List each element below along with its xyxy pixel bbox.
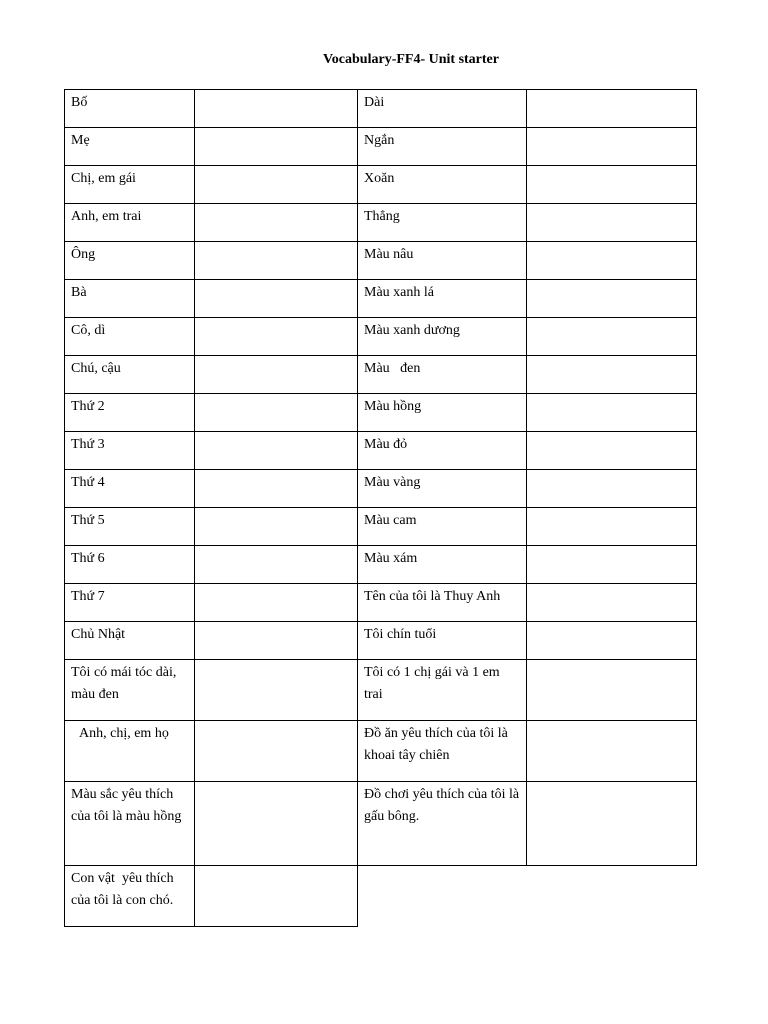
vietnamese-word: Chủ Nhật	[65, 622, 195, 660]
answer-cell[interactable]	[195, 584, 358, 622]
answer-cell[interactable]	[527, 432, 697, 470]
table-row	[65, 318, 697, 356]
vietnamese-word: Thứ 2	[65, 394, 195, 432]
answer-cell[interactable]	[527, 204, 697, 242]
vietnamese-phrase: Con vật yêu thích của tôi là con chó.	[65, 866, 195, 927]
table-row	[65, 782, 697, 866]
vietnamese-phrase: Màu sắc yêu thích của tôi là màu hồng	[65, 782, 195, 866]
answer-cell[interactable]	[195, 90, 358, 128]
answer-cell[interactable]	[195, 280, 358, 318]
answer-cell[interactable]	[527, 356, 697, 394]
answer-cell[interactable]	[195, 622, 358, 660]
vietnamese-word: Màu vàng	[358, 470, 527, 508]
answer-cell[interactable]	[195, 721, 358, 782]
answer-cell[interactable]	[527, 721, 697, 782]
answer-cell[interactable]	[195, 782, 358, 866]
vietnamese-word: Thứ 3	[65, 432, 195, 470]
table-row	[65, 660, 697, 721]
answer-cell[interactable]	[527, 394, 697, 432]
vietnamese-word: Thứ 6	[65, 546, 195, 584]
answer-cell[interactable]	[195, 242, 358, 280]
table-row	[65, 470, 697, 508]
vietnamese-phrase: Đồ ăn yêu thích của tôi là khoai tây chiên	[358, 721, 527, 782]
answer-cell[interactable]	[195, 508, 358, 546]
answer-cell[interactable]	[195, 166, 358, 204]
vietnamese-word: Mẹ	[65, 128, 195, 166]
vietnamese-phrase: Tôi có mái tóc dài, màu đen	[65, 660, 195, 721]
answer-cell[interactable]	[195, 394, 358, 432]
vietnamese-word: Xoăn	[358, 166, 527, 204]
vietnamese-word: Màu hồng	[358, 394, 527, 432]
vietnamese-word: Cô, dì	[65, 318, 195, 356]
vietnamese-word: Màu xanh lá	[358, 280, 527, 318]
answer-cell[interactable]	[195, 660, 358, 721]
vietnamese-word: Anh, em trai	[65, 204, 195, 242]
vietnamese-word: Màu cam	[358, 508, 527, 546]
answer-cell[interactable]	[195, 866, 358, 927]
table-row	[65, 280, 697, 318]
vietnamese-word: Chị, em gái	[65, 166, 195, 204]
vietnamese-word: Ông	[65, 242, 195, 280]
table-row	[65, 204, 697, 242]
vietnamese-word: Màu xám	[358, 546, 527, 584]
table-row	[65, 546, 697, 584]
empty-cell	[527, 866, 697, 927]
vietnamese-word: Thứ 5	[65, 508, 195, 546]
table-row	[65, 432, 697, 470]
answer-cell[interactable]	[527, 508, 697, 546]
answer-cell[interactable]	[195, 318, 358, 356]
vietnamese-word: Tôi chín tuổi	[358, 622, 527, 660]
vietnamese-word: Bà	[65, 280, 195, 318]
answer-cell[interactable]	[527, 782, 697, 866]
vocabulary-table	[64, 89, 697, 927]
empty-cell	[358, 866, 527, 927]
vietnamese-word: Màu đen	[358, 356, 527, 394]
answer-cell[interactable]	[195, 128, 358, 166]
table-row	[65, 90, 697, 128]
vietnamese-word: Thẳng	[358, 204, 527, 242]
vietnamese-word: Ngắn	[358, 128, 527, 166]
vietnamese-word: Tên của tôi là Thuy Anh	[358, 584, 527, 622]
table-row	[65, 128, 697, 166]
table-row	[65, 584, 697, 622]
answer-cell[interactable]	[527, 660, 697, 721]
table-row	[65, 508, 697, 546]
table-row	[65, 242, 697, 280]
vietnamese-word: Dài	[358, 90, 527, 128]
answer-cell[interactable]	[527, 128, 697, 166]
vietnamese-word: Màu nâu	[358, 242, 527, 280]
table-row	[65, 721, 697, 782]
answer-cell[interactable]	[527, 470, 697, 508]
vietnamese-word: Màu xanh dương	[358, 318, 527, 356]
vietnamese-phrase: Tôi có 1 chị gái và 1 em trai	[358, 660, 527, 721]
vietnamese-word: Thứ 4	[65, 470, 195, 508]
vietnamese-word: Bố	[65, 90, 195, 128]
answer-cell[interactable]	[527, 546, 697, 584]
answer-cell[interactable]	[527, 166, 697, 204]
answer-cell[interactable]	[527, 622, 697, 660]
answer-cell[interactable]	[527, 584, 697, 622]
table-row	[65, 866, 697, 927]
vietnamese-phrase: Đồ chơi yêu thích của tôi là gấu bông.	[358, 782, 527, 866]
answer-cell[interactable]	[195, 546, 358, 584]
page-title: Vocabulary-FF4- Unit starter	[322, 52, 499, 67]
answer-cell[interactable]	[195, 432, 358, 470]
answer-cell[interactable]	[527, 242, 697, 280]
table-row	[65, 622, 697, 660]
vietnamese-word: Thứ 7	[65, 584, 195, 622]
vietnamese-word: Anh, chị, em họ	[65, 721, 195, 782]
vietnamese-word: Màu đỏ	[358, 432, 527, 470]
table-row	[65, 166, 697, 204]
answer-cell[interactable]	[195, 470, 358, 508]
answer-cell[interactable]	[195, 356, 358, 394]
answer-cell[interactable]	[527, 280, 697, 318]
vietnamese-word: Chú, cậu	[65, 356, 195, 394]
table-row	[65, 356, 697, 394]
answer-cell[interactable]	[527, 90, 697, 128]
table-row	[65, 394, 697, 432]
answer-cell[interactable]	[195, 204, 358, 242]
answer-cell[interactable]	[527, 318, 697, 356]
